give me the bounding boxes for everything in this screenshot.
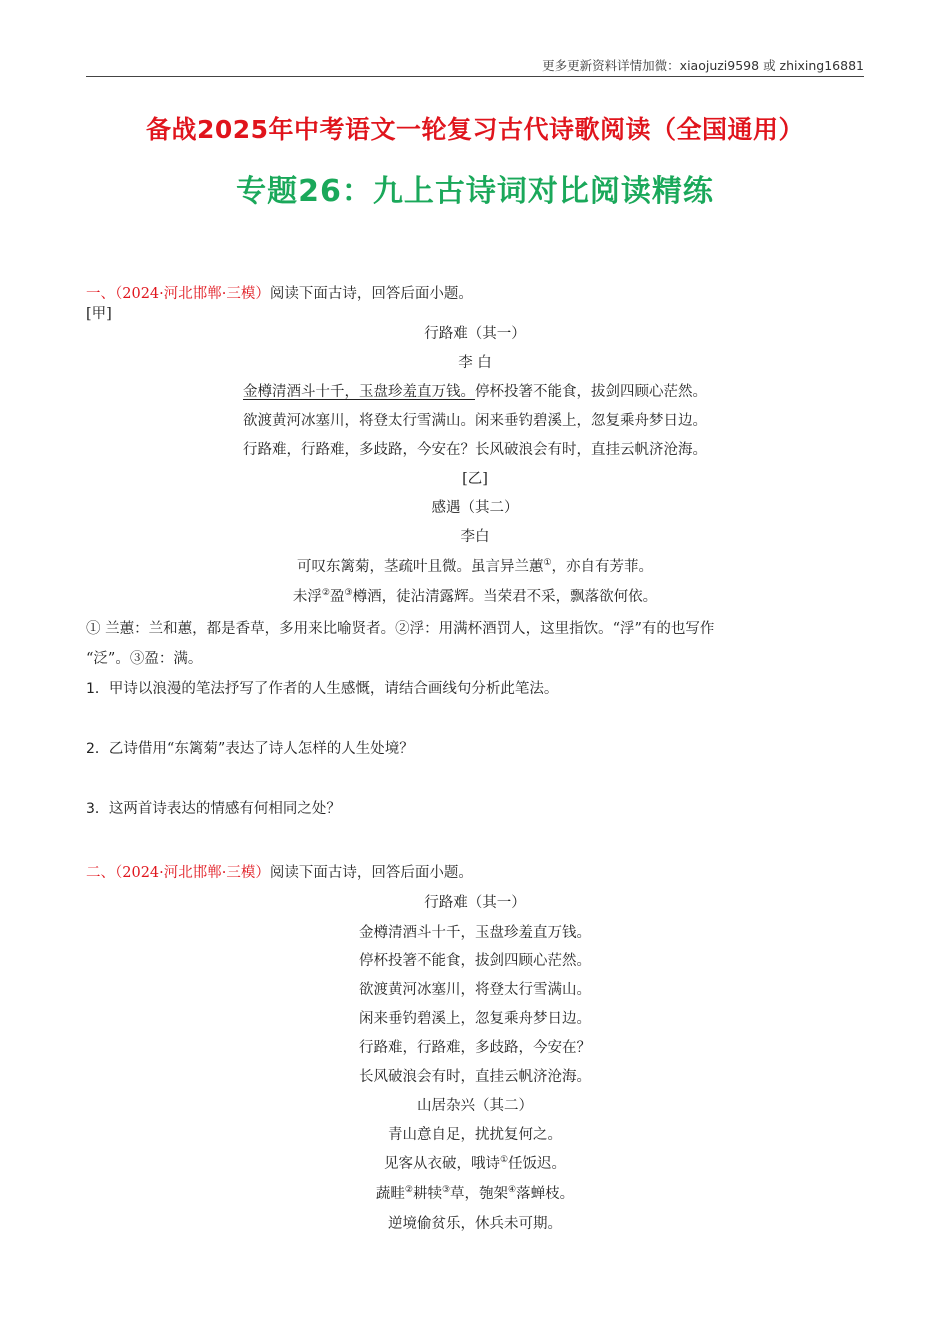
footnotes-line-1: ① 兰蕙：兰和蕙，都是香草，多用来比喻贤者。②浮：用满杯酒罚人，这里指饮。“浮”有的也写作 — [86, 621, 715, 637]
poem-b-label: [乙] — [462, 471, 488, 487]
poem-a-line-1-rest: 停杯投箸不能食，拔剑四顾心茫然。 — [475, 384, 707, 400]
document-subtitle: 专题26：九上古诗词对比阅读精练 — [236, 174, 714, 209]
poem-b-line-2c: 樽酒，徒沾清露辉。当荣君不采，飘落欲何依。 — [352, 589, 658, 605]
poem-b-title: 感遇（其二） — [431, 500, 519, 516]
s2-poem-a-title: 行路难（其一） — [424, 895, 526, 911]
section-2-source: （2024·河北邯郸·三模） — [115, 865, 270, 881]
question-1-text: 甲诗以浪漫的笔法抒写了作者的人生感慨，请结合画线句分析此笔法。 — [108, 681, 559, 697]
question-2-number: 2． — [86, 741, 109, 757]
section-1-heading — [86, 282, 473, 303]
s2-poem-b-line-1: 青山意自足，扰扰复何之。 — [388, 1127, 562, 1143]
footnote-marker-4: ④ — [508, 1185, 517, 1196]
s2-poem-b-line-3 — [0, 1182, 950, 1203]
s2-poem-b-line-2b: 任饭迟。 — [508, 1156, 567, 1172]
poem-b-line-1 — [0, 555, 950, 576]
question-1 — [86, 677, 558, 698]
header-contact-note: 更多更新资料详情加微：xiaojuzi9598 或 zhixing16881 — [542, 58, 864, 73]
section-1-source: （2024·河北邯郸·三模） — [115, 286, 270, 302]
section-2-instruction: 阅读下面古诗，回答后面小题。 — [269, 865, 473, 881]
s2-poem-b-line-3b: 耕犊 — [412, 1186, 442, 1202]
footnote-marker-2: ② — [404, 1185, 413, 1196]
header-divider — [86, 76, 864, 77]
s2-poem-a-line: 金樽清酒斗十千，玉盘珍羞直万钱。 — [359, 925, 591, 941]
s2-poem-b-line-3d: 落蝉枝。 — [516, 1186, 575, 1202]
poem-b-line-2 — [0, 585, 950, 606]
s2-poem-b-line-3a: 蔬畦 — [375, 1186, 405, 1202]
poem-b-line-2a: 未浮 — [292, 589, 322, 605]
footnote-marker-3: ③ — [441, 1185, 451, 1196]
poem-a-line-2: 欲渡黄河冰塞川，将登太行雪满山。闲来垂钓碧溪上，忽复乘舟梦日边。 — [243, 413, 707, 429]
poem-a-title: 行路难（其一） — [424, 326, 526, 342]
question-3 — [86, 797, 341, 818]
question-2-text: 乙诗借用“东篱菊”表达了诗人怎样的人生处境？ — [108, 741, 414, 757]
poem-b-author: 李白 — [460, 529, 490, 545]
s2-poem-a-line: 长风破浪会有时，直挂云帆济沧海。 — [359, 1069, 591, 1085]
section-2-number: 二、 — [86, 865, 115, 881]
section-2-heading — [86, 861, 473, 882]
s2-poem-b-line-2 — [0, 1152, 950, 1173]
s2-poem-b-line-4: 逆境偷贫乐，休兵未可期。 — [388, 1216, 562, 1232]
footnotes-line-2: “泛”。③盈：满。 — [86, 651, 203, 667]
question-3-text: 这两首诗表达的情感有何相同之处？ — [108, 801, 341, 817]
underlined-verse: 金樽清酒斗十千，玉盘珍羞直万钱。 — [243, 384, 475, 400]
section-1-instruction: 阅读下面古诗，回答后面小题。 — [269, 286, 473, 302]
poem-b-line-1b: ，亦自有芳菲。 — [551, 559, 654, 575]
poem-b-line-1a: 可叹东篱菊，茎疏叶且微。虽言异兰蕙 — [296, 559, 544, 575]
poem-a-line-1 — [0, 380, 950, 401]
s2-poem-a-line: 闲来垂钓碧溪上，忽复乘舟梦日边。 — [359, 1011, 591, 1027]
s2-poem-a-line: 停杯投箸不能食，拔剑四顾心茫然。 — [359, 953, 591, 969]
poem-a-author: 李 白 — [458, 355, 492, 371]
section-1-number: 一、 — [86, 286, 115, 302]
footnote-marker-3: ③ — [344, 588, 353, 599]
s2-poem-b-title: 山居杂兴（其二） — [417, 1098, 533, 1114]
poem-b-line-2b: 盈 — [330, 589, 345, 605]
poem-a-label: [甲] — [86, 306, 112, 322]
footnote-marker-1: ① — [499, 1155, 509, 1166]
question-2 — [86, 737, 414, 758]
footnote-marker-2: ② — [321, 588, 330, 599]
s2-poem-b-line-2a: 见客从衣破，哦诗 — [383, 1156, 500, 1172]
s2-poem-a-line: 行路难，行路难，多歧路，今安在？ — [359, 1040, 591, 1056]
s2-poem-b-line-3c: 草，匏架 — [450, 1186, 509, 1202]
question-3-number: 3． — [86, 801, 109, 817]
footnote-marker-1: ① — [543, 558, 552, 569]
document-main-title: 备战2025年中考语文一轮复习古代诗歌阅读（全国通用） — [145, 115, 805, 144]
question-1-number: 1． — [86, 681, 109, 697]
s2-poem-a-line: 欲渡黄河冰塞川，将登太行雪满山。 — [359, 982, 591, 998]
poem-a-line-3: 行路难，行路难，多歧路，今安在？长风破浪会有时，直挂云帆济沧海。 — [243, 442, 707, 458]
